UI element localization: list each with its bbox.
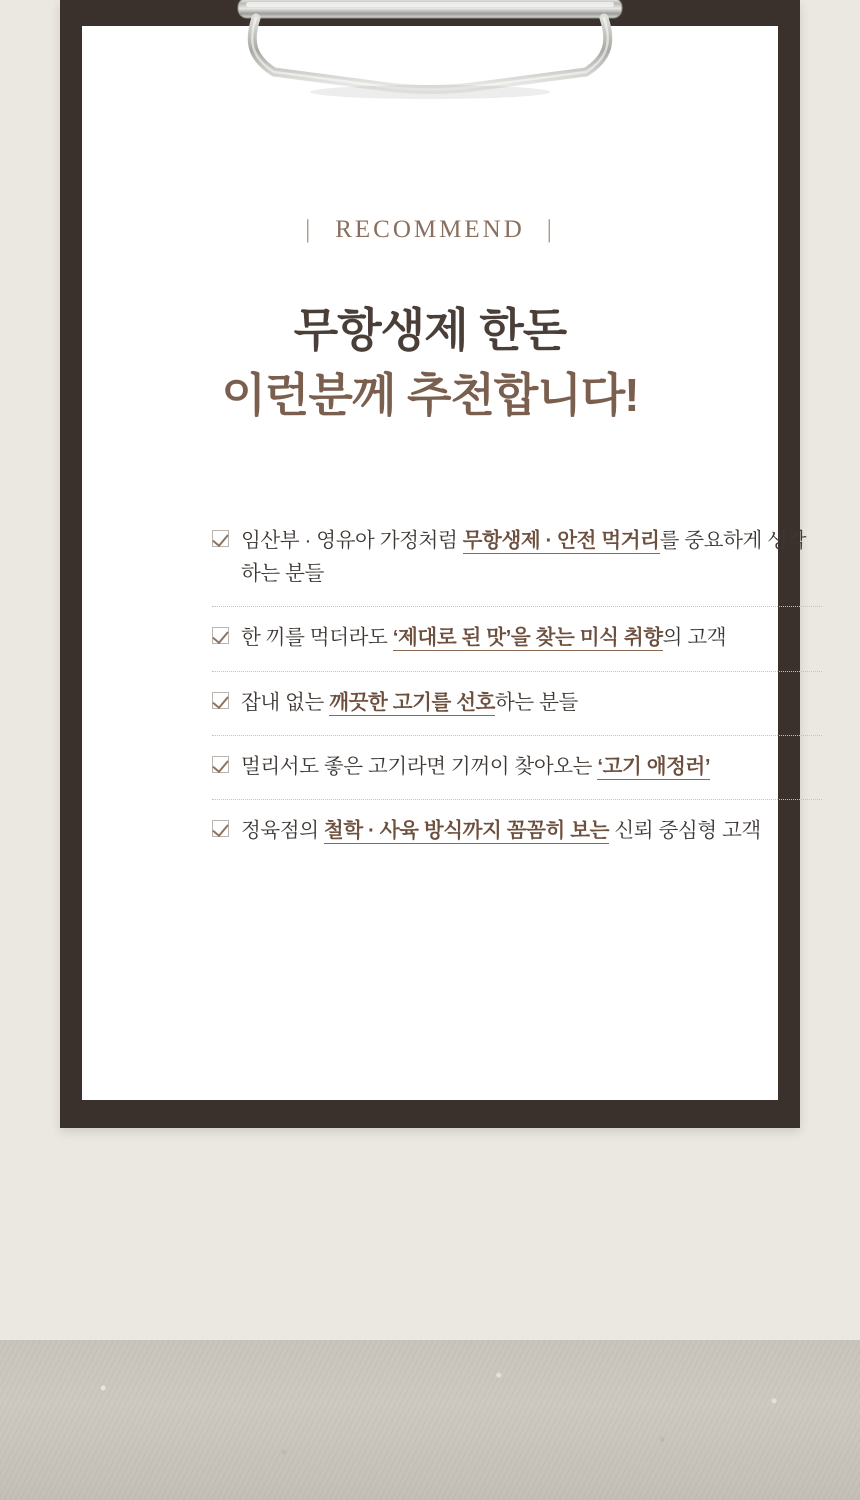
page-title-line1: 무항생제 한돈: [293, 304, 567, 356]
list-item-text: [241, 686, 578, 719]
eyebrow-bar-right: |: [546, 216, 555, 243]
page-title-line2: 이런분께 추천합니다!: [221, 369, 639, 422]
list-item-content: [212, 524, 822, 606]
list-item-text: [241, 621, 726, 654]
list-item-highlight: 깨끗한 고기를 선호: [329, 690, 496, 714]
list-item-content: [212, 800, 822, 863]
list-item-plain: 정육점의: [241, 819, 324, 843]
list-item: [212, 736, 822, 800]
list-item-text: [241, 524, 822, 590]
list-item-plain: 멀리서도 좋은 고기라면 기꺼이 찾아오는: [241, 754, 598, 778]
list-item-plain: 하는 분들: [495, 690, 578, 714]
list-item-plain: 의 고객: [662, 626, 727, 650]
list-item-plain: 한 끼를 먹더라도: [241, 626, 393, 650]
list-item-content: [212, 672, 822, 735]
page-title: [82, 298, 778, 429]
list-item-text: [241, 750, 710, 783]
list-item-highlight: ‘제대로 된 맛’을 찾는 미식 취향: [392, 626, 663, 650]
clipboard-board: [60, 0, 807, 1128]
list-item-text: [241, 814, 761, 847]
recommend-checklist: [212, 524, 822, 863]
list-item-highlight: ‘고기 애정러’: [597, 754, 711, 778]
check-mark-icon: [212, 530, 229, 547]
list-item: [212, 800, 822, 863]
list-item-plain: 를 중요하게 생각하는 분들: [241, 529, 807, 586]
list-item-plain: 신뢰 중심형 고객: [609, 819, 761, 843]
list-item: [212, 524, 822, 607]
eyebrow-bar-left: |: [305, 216, 314, 243]
metal-clipboard-clip-icon: [230, 0, 630, 106]
list-item-content: [212, 736, 822, 799]
list-item-highlight: 철학 · 사육 방식까지 꼼꼼히 보는: [323, 819, 610, 843]
check-mark-icon: [212, 756, 229, 773]
list-item-highlight: 무항생제 · 안전 먹거리: [462, 529, 660, 552]
list-item-content: [212, 607, 822, 670]
list-item-plain: 임산부 · 영유아 가정처럼: [241, 529, 463, 552]
section-eyebrow: [82, 216, 778, 244]
bottom-texture-band: [0, 1340, 860, 1500]
check-mark-icon: [212, 627, 229, 644]
paper-sheet: [82, 26, 807, 1100]
check-mark-icon: [212, 692, 229, 709]
list-item-plain: 잡내 없는: [241, 690, 330, 714]
check-mark-icon: [212, 820, 229, 837]
eyebrow-label: RECOMMEND: [335, 216, 525, 243]
list-item: [212, 607, 822, 671]
list-item: [212, 672, 822, 736]
